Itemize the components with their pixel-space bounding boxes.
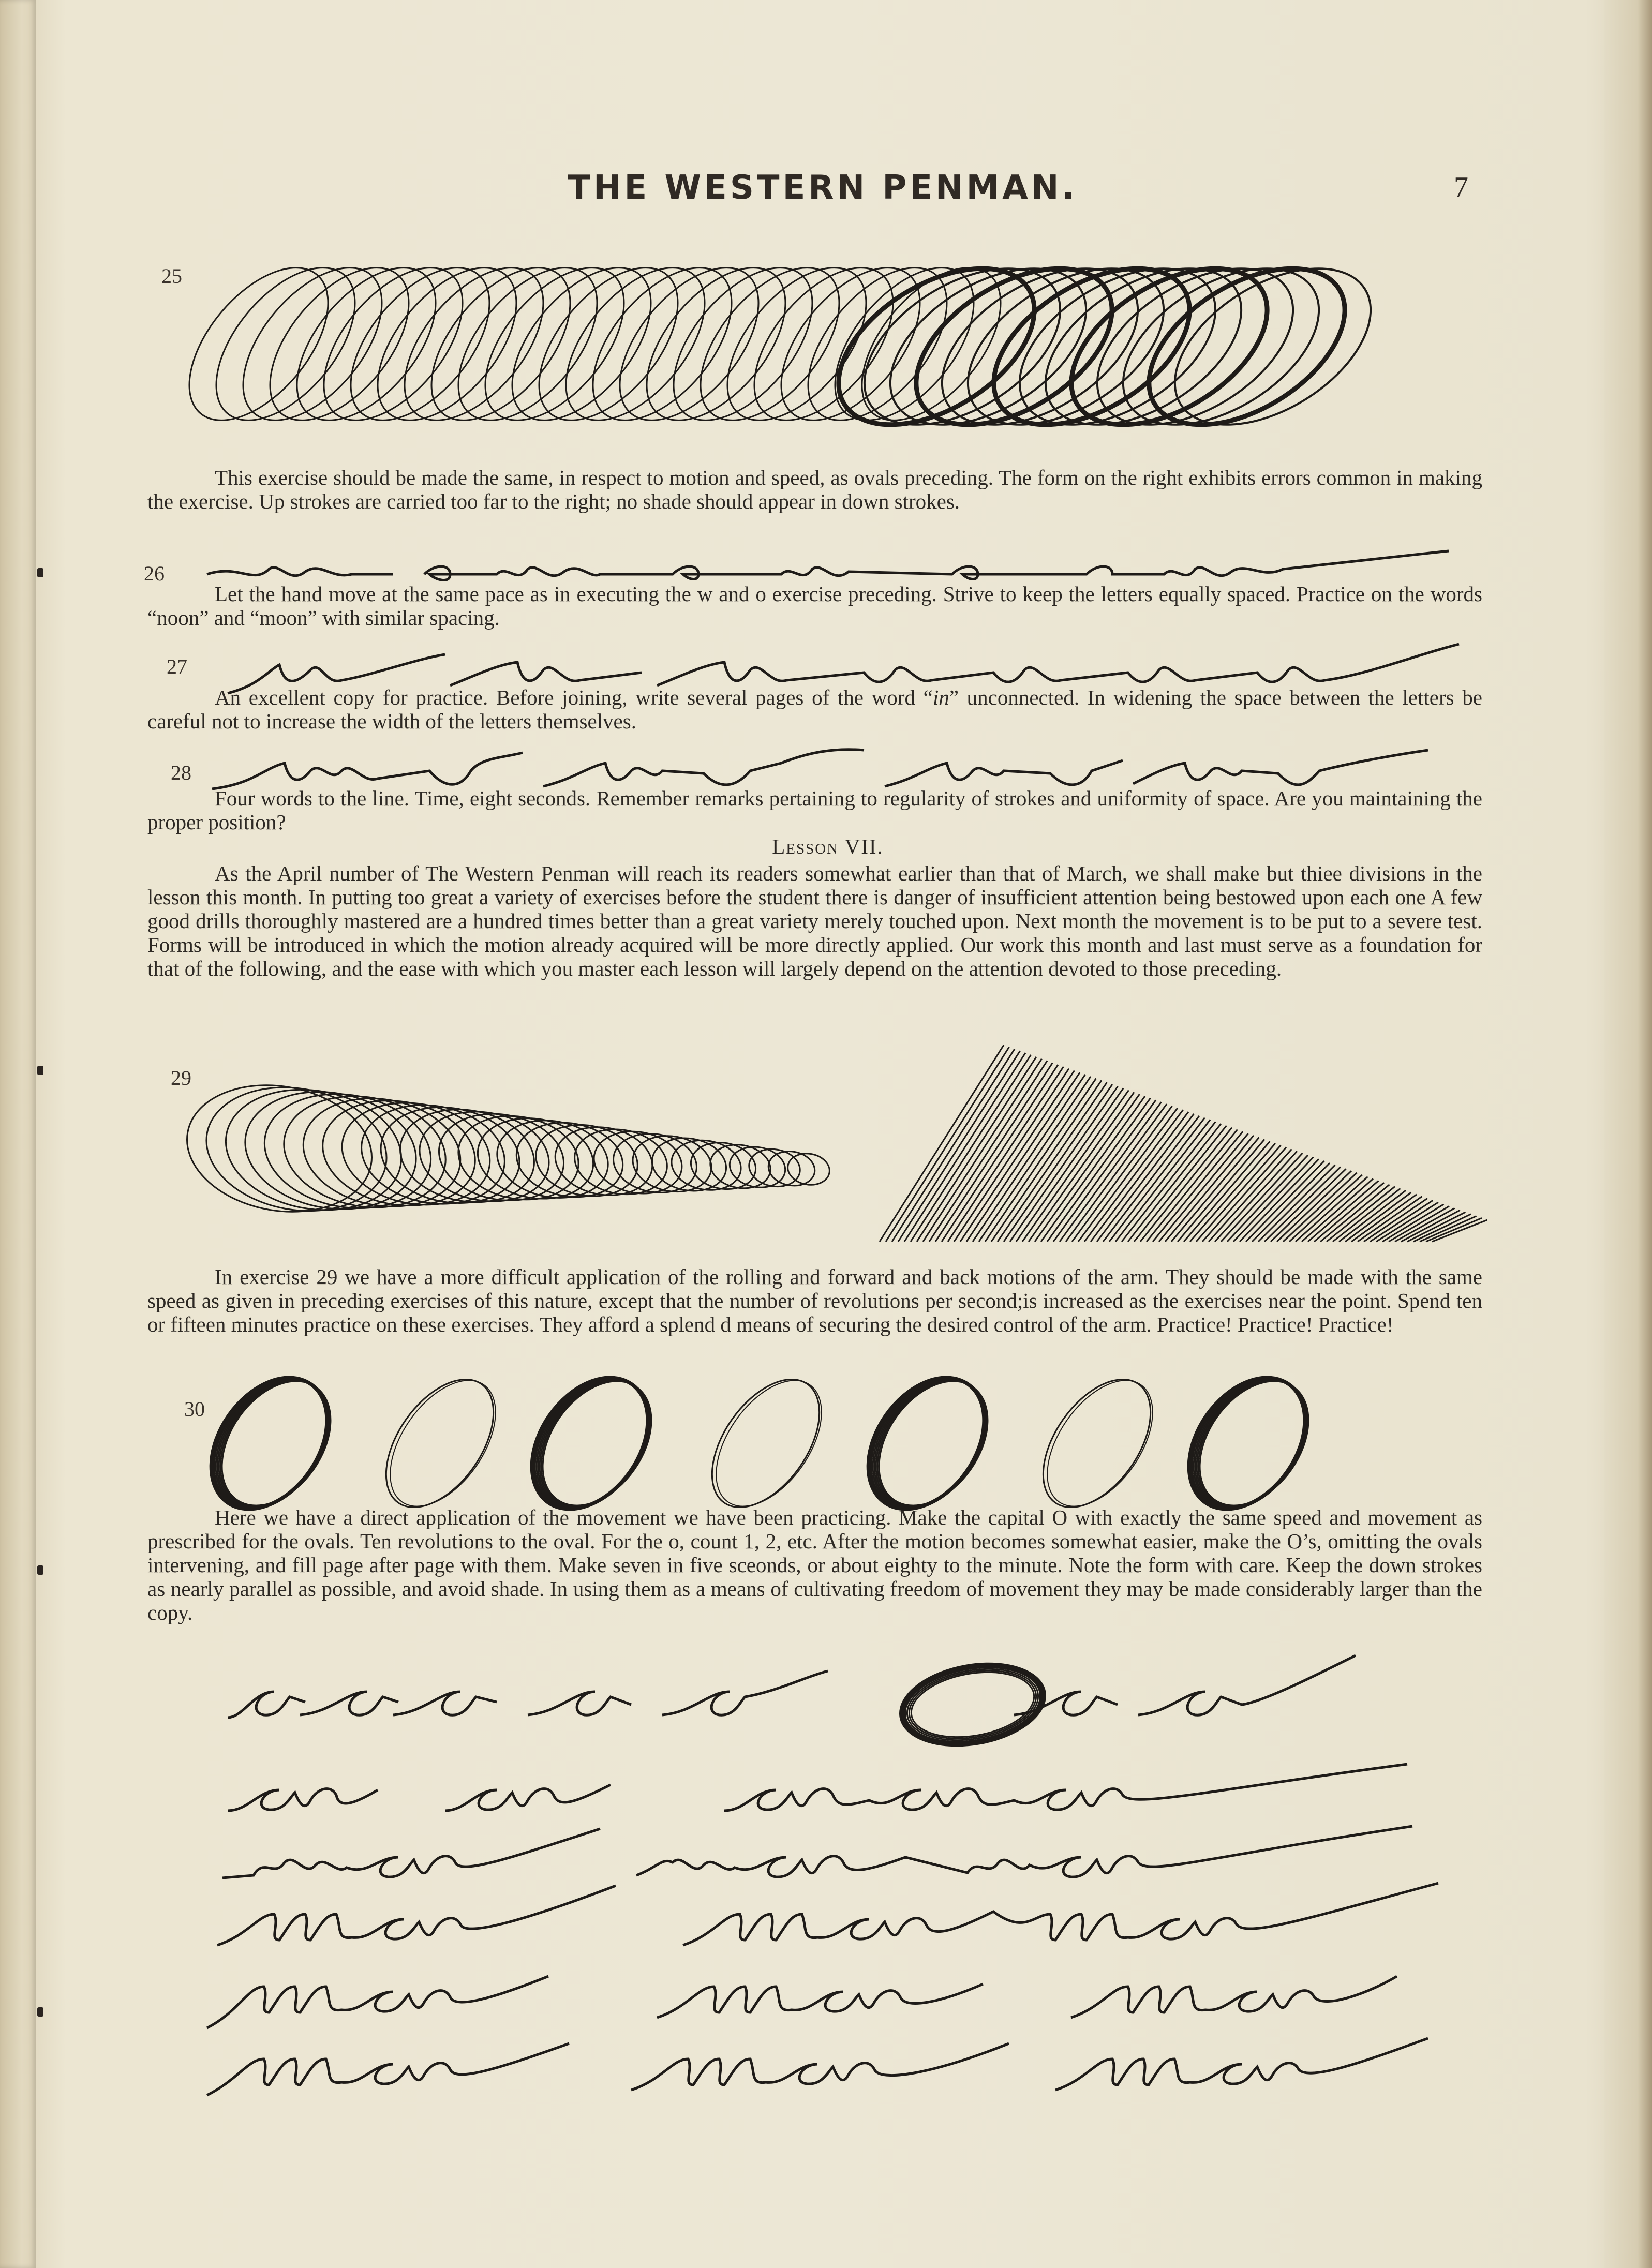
- script-copy-man-row-2: [207, 1956, 1449, 2033]
- exercise-number: 25: [161, 264, 182, 288]
- push-pull-stroke: [1066, 1104, 1167, 1242]
- push-pull-stroke: [1053, 1100, 1156, 1242]
- push-pull-stroke: [1047, 1098, 1151, 1242]
- tapering-oval-drill: [207, 1035, 880, 1273]
- push-pull-stroke: [1060, 1102, 1162, 1242]
- script-copy-an-row: [228, 1764, 1469, 1826]
- exercise-27-text-before: An excellent copy for practice. Before joining, write several pages of the word “: [215, 685, 933, 709]
- exercise-25-text: This exercise should be made the same, in respect to motion and speed, as ovals preceding. The form on the right exhibits errors common in making the exercise. Up strokes are carried too far to the right; no shade should appear in down strokes.: [147, 466, 1482, 513]
- push-pull-stroke: [1320, 1185, 1390, 1242]
- exercise-number: 28: [171, 761, 191, 784]
- drill-oval-stroke: [1021, 1360, 1172, 1526]
- script-copy-man-row-1: [217, 1883, 1459, 1956]
- margin-mark: [37, 2007, 43, 2017]
- margin-mark: [37, 1565, 43, 1575]
- push-pull-stroke: [1196, 1145, 1281, 1242]
- exercise-27-text-after: ” unconnected. In widening the space between the letters be careful not to increase the width of the letters themselves.: [147, 685, 1482, 733]
- book-spine: [0, 0, 36, 2268]
- margin-mark: [37, 1066, 43, 1075]
- exercise-number: 29: [171, 1066, 191, 1090]
- push-pull-stroke: [911, 1055, 1031, 1242]
- push-pull-stroke: [1202, 1147, 1286, 1242]
- exercise-27-text: [147, 685, 1482, 733]
- drill-oval-stroke: [690, 1360, 841, 1526]
- push-pull-stroke: [904, 1053, 1025, 1242]
- push-pull-stroke: [923, 1059, 1042, 1242]
- script-copy-man-row-3: [207, 2028, 1449, 2100]
- script-copy-a-row: [228, 1655, 1469, 1759]
- capital-o-drill: [207, 1366, 1449, 1521]
- lesson-title: Lesson VII.: [772, 834, 884, 858]
- exercise-30-text: Here we have a direct application of the movement we have been practicing. Make the capital O with exactly the same speed and movement as prescribed for the ovals. Ten revolutions to the oval. For the o, count 1, 2, etc. After the motion becomes somewhat easier, make the O’s, omitting the ovals intervening, and fill page after page with them. Make seven in five sceonds, or about eighty to the minute. Note the form with care. Keep the down strokes as nearly parallel as possible, and avoid shade. In using them as a means of cultivating freedom of movement they may be made considerably larger than the copy.: [147, 1505, 1482, 1624]
- running-head-title: THE WESTERN PENMAN.: [568, 169, 1078, 207]
- lesson-intro-text: As the April number of The Western Penman will reach its readers somewhat earlier than that of March, we shall make but thiee divisions in the lesson this month. In putting too great a variety of exercises before the student there is danger of insufficient attention being bestowed upon each one A few good drills thoroughly mastered are a hundred times better than a great variety merely touched upon. Next month the movement is to be put to a severe test. Forms will be introduced in which the motion already acquired will be more directly applied. Our work this month and last must serve as a foundation for that of the following, and the ease with which you master each lesson will largely depend on the attention devoted to those preceding.: [147, 861, 1482, 980]
- page-number: 7: [1454, 171, 1468, 203]
- exercise-number: 27: [167, 655, 187, 678]
- push-pull-stroke: [1184, 1141, 1270, 1242]
- exercise-number: 26: [144, 562, 165, 585]
- exercise-27-word: in: [932, 685, 949, 709]
- page-edge: [1604, 0, 1652, 2268]
- exercise-number: 30: [184, 1397, 205, 1421]
- push-pull-stroke: [1327, 1187, 1395, 1242]
- push-pull-drill: [874, 1040, 1454, 1267]
- margin-mark: [37, 568, 43, 577]
- push-pull-stroke: [892, 1049, 1015, 1242]
- exercise-28-text: Four words to the line. Time, eight seconds. Remember remarks pertaining to regularity of strokes and uniformity of space. Are you maintaining the proper position?: [147, 786, 1482, 834]
- push-pull-stroke: [1420, 1216, 1477, 1242]
- push-pull-stroke: [1190, 1143, 1275, 1242]
- oval-drill-illustration: [186, 217, 1428, 450]
- exercise-26-text: Let the hand move at the same pace as in executing the w and o exercise preceding. Strive to keep the letters equally spaced. Practice on the words “noon” and “moon” with similar spacing.: [147, 582, 1482, 630]
- push-pull-stroke: [1314, 1183, 1384, 1242]
- push-pull-stroke: [898, 1051, 1020, 1242]
- drill-oval-stroke: [364, 1360, 515, 1526]
- push-pull-stroke: [917, 1057, 1036, 1242]
- exercise-29-text: In exercise 29 we have a more difficult application of the rolling and forward and back motions of the arm. They should be made with the same speed as given in preceding exercises of this nature, except that the number of revolutions per second;is increased as the exercises near the point. Spend ten or fifteen minutes practice on these exercises. They afford a splend d means of securing the desired control of the arm. Practice! Practice! Practice!: [147, 1265, 1482, 1336]
